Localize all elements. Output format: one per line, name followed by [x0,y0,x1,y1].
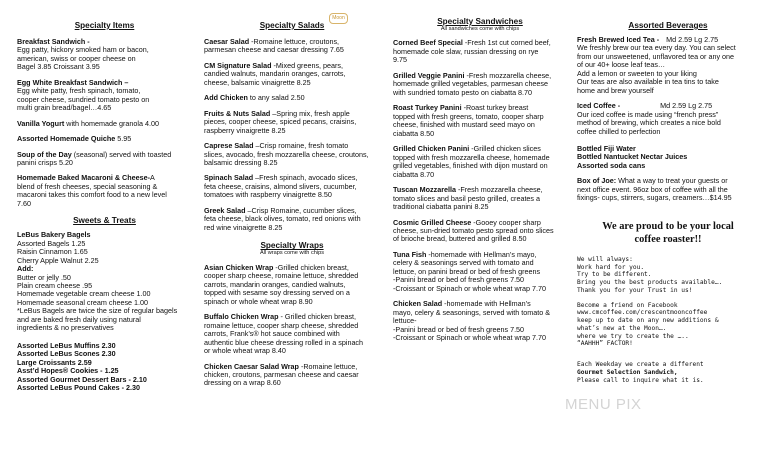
specialty-item [17,79,192,113]
sandwich-item [393,104,567,138]
salad-item [204,94,380,102]
salad-item-line: balsamic dressing 8.25 [204,158,278,167]
treat-line: Assorted LeBus Pound Cakes - 2.30 [17,383,141,393]
specialty-item-line: multi grain bread/bagel…4.65 [17,103,112,113]
sandwich-item-line: -Croissant or Spinach or whole wheat wrap 7.70 [393,333,547,343]
salad-item-inline: to any salad 2.50 [247,93,305,103]
sweets-treats-header: Sweets & Treats [73,216,136,226]
local-roaster-banner [577,220,759,247]
specialty-items-header: Specialty Items [74,21,135,30]
sandwich-item-inline: -homemade with Hellman’s [442,299,531,309]
iced-tea-line: Add a lemon or sweeten to your liking [577,68,697,78]
iced-coffee-line: coffee chilled to perfection [577,126,661,136]
salad-item-title: Add Chicken [204,93,248,103]
sandwich-item-line: 9.75 [393,55,407,65]
box-of-joe-intro: What a way to treat your guests or [616,176,728,186]
add-on-line: Homemade seasonal cream cheese 1.00 [17,297,149,307]
salad-item-title: Greek Salad [204,205,246,215]
specialty-item [17,120,192,128]
iced-tea-line: Our teas are also available in tea tins to take [577,77,719,87]
sandwich-item-line: cheese, finished with mustard seed mayo on [393,120,535,130]
sandwiches-subtitle: All sandwiches come with chips [440,25,520,32]
sandwich-item-line: -Croissant or Spinach or whole wheat wrap 7.70 [393,283,547,293]
iced-coffee-item [577,102,759,136]
promise-line: Work hard for you. [577,263,645,271]
sandwich-item-inline: -Grilled chicken slices [469,144,541,154]
wrap-item-title: Asian Chicken Wrap [204,262,274,272]
sandwich-item-line: of brioche bread, buttered and grilled 8.50 [393,234,527,244]
bottled-line: Assorted soda cans [577,160,646,170]
sandwich-item-line: ciabatta 8.70 [393,169,435,179]
salad-item-line: candied walnuts, mandarin oranges, carrots, [204,69,346,79]
sandwich-item-line: celery & seasonings served with tomato and [393,258,534,268]
add-on-line: Butter or jelly .50 [17,272,71,282]
iced-tea-item [577,36,759,95]
promise-line: Bring you the best products available…. [577,279,723,287]
assorted-beverages-header: Assorted Beverages [628,21,708,30]
box-of-joe-item [577,177,759,202]
moon-logo-icon: Moon [329,13,348,24]
add-on-line: Plain cream cheese .95 [17,281,93,290]
bagels-list [17,240,192,265]
specialty-item-line: Egg white patty, fresh spinach, tomato, [17,86,141,96]
specialty-item-title: Vanilla Yogurt [17,118,65,128]
specialty-item-inline: A [150,173,155,183]
salad-item-line: raspberry vinaigrette 8.25 [204,125,286,135]
salad-item-inline: –Crisp Romaine, cucumber slices, [245,205,357,215]
wrap-item-inline: -Grilled chicken breast, [273,262,349,272]
wraps-list [204,264,380,388]
sandwich-item-title: Tuscan Mozzarella [393,185,456,195]
gourmet-line: Gourmet Selection Sandwich, [577,368,678,376]
iced-coffee-description [577,111,759,136]
salad-item-heading [204,94,380,102]
salad-item-inline: -Mixed greens, pears, [271,60,344,70]
bottled-line: Bottled Nantucket Nectar Juices [577,152,688,162]
wrap-item [204,363,380,388]
specialty-item-line: Bagel 3.85 Croissant 3.95 [17,62,100,72]
sandwich-item-line: -Panini bread or bed of fresh greens 7.50 [393,275,525,285]
specialty-item-line: macaroni takes this comfort food to a new level [17,190,167,200]
salad-item [204,142,380,167]
facebook-line: www.cmcoffee.com/crescentmooncoffee [577,309,708,317]
sandwich-item-title: Chicken Salad [393,299,443,309]
treat-line: Large Croissants 2.59 [17,357,92,367]
sandwich-item-title: Grilled Chicken Panini [393,144,470,154]
salad-item-line: feta cheese, craisins, almond slivers, cucumber, [204,181,357,191]
salad-item-title: Caesar Salad [204,36,250,46]
specialty-item-line: blend of fresh cheeses, special seasoning & [17,181,158,191]
salad-item-line: red wine vinaigrette 8.25 [204,222,283,232]
wrap-item [204,313,380,355]
menupix-watermark: MENU PIX [565,396,642,413]
specialty-item-line: 7.60 [17,198,31,208]
sandwich-item-inline: -Fresh 1st cut corned beef, [462,38,551,48]
salad-item-inline: -Romaine lettuce, croutons, [249,36,340,46]
salad-item-line: pieces, cooper cheese, spiced pecans, craisins, [204,117,357,127]
beverages-column [577,21,759,384]
specialty-item-line: panini crisps 5.20 [17,158,73,167]
add-on-line: *LeBus Bagels are twice the size of regular bagels [17,306,178,316]
sandwich-item-line: topped with fresh greens, tomato, cooper sharp [393,111,544,121]
salads-wraps-column [204,21,380,388]
wrap-item-inline: -Romaine lettuce, [298,361,358,371]
specialty-salads-header: Specialty Salads [259,21,325,30]
sandwich-item-line: cheese, sun-dried tomato pesto spread onto slices [393,225,554,235]
specialty-item-heading [17,120,192,128]
salad-item-line: feta cheese, black olives, tomato, red onions with [204,214,361,224]
treats-list [17,342,192,393]
box-of-joe-line: fixings- cups, stirrers, sugars, creamers…$14.95 [577,193,732,203]
sandwich-item-inline: -Fresh mozzarella cheese, [464,70,552,80]
promise-line: Try to be different. [577,271,652,279]
sandwich-item-inline: -Gooey cooper sharp [471,217,541,227]
sandwich-item-line: ciabatta 8.50 [393,128,435,138]
sandwich-item [393,145,567,179]
salad-item [204,110,380,135]
salad-item-title: Spinach Salad [204,173,254,183]
iced-tea-prices: Md 2.59 Lg 2.75 [666,34,719,44]
sandwich-item-inline: -Roast turkey breast [461,103,529,113]
specialty-item-inline: with homemade granola 4.00 [64,118,159,128]
wrap-item [204,264,380,306]
promise-line: Thank you for your Trust in us! [577,286,693,294]
sandwiches-column [393,17,567,343]
wrap-item-line: spinach or whole wheat wrap 8.90 [204,296,313,306]
iced-coffee-line: method of brewing, which creates a nice bold [577,118,721,128]
salad-item [204,174,380,199]
sandwich-item-inline: -Fresh mozzarella cheese, [455,185,543,195]
specialty-item [17,174,192,208]
specialty-item [17,135,192,143]
wrap-item-line: carrots, mandarin oranges, candied walnuts, [204,279,346,289]
treat-line: Asst’d Hopes® Cookies - 1.25 [17,366,119,376]
iced-tea-line: of our 40+ loose leaf teas… [577,60,666,70]
specialty-item-line: cooper cheese, sundried tomato pesto on [17,94,150,104]
sandwich-item [393,72,567,97]
specialty-item-title: Breakfast Sandwich - [17,36,90,46]
facebook-text [577,302,759,349]
sandwich-item-line: lettuce- [393,316,417,326]
specialty-item-title: Homemade Baked Macaroni & Cheese- [17,173,151,183]
wrap-item-line: chicken, croutons, parmesan cheese and caesar [204,369,359,379]
wrap-item-title: Chicken Caesar Salad Wrap [204,361,299,371]
salad-item-line: tomatoes with raspberry vinaigrette 8.50 [204,190,332,200]
iced-tea-line: from our unsweetened, unflavored tea or any one [577,51,735,61]
salad-item-line: parmesan cheese and caesar dressing 7.65 [204,45,344,55]
salad-item-line: cheese, balsamic vinaigrette 8.25 [204,77,311,87]
specialty-items-list [17,38,192,209]
sandwich-item [393,300,567,342]
specialty-item [17,151,192,168]
sandwich-item [393,219,567,244]
salad-item-title: CM Signature Salad [204,60,272,70]
specialty-item-line: american, swiss or cooper cheese on [17,53,136,63]
add-label: Add: [17,264,34,274]
iced-coffee-title: Iced Coffee - [577,101,621,111]
specialty-item-title: Soup of the Day [17,149,72,159]
facebook-line: where we try to create the ….. [577,332,689,340]
iced-tea-description [577,44,759,95]
salad-item-line: slices, avocado, fresh mozzarella cheese, croutons, [204,149,369,159]
specialty-item [17,38,192,72]
sandwich-item-inline: -homemade with Hellman’s mayo, [426,249,537,259]
specialty-item-inline: (seasonal) served with toasted [71,149,172,159]
box-of-joe-line: next office event. 96oz box of coffee with all the [577,184,728,194]
add-on-line: ingredients & no preservatives [17,323,114,333]
roaster-line: coffee roaster!! [634,234,702,246]
wrap-item-title: Buffalo Chicken Wrap [204,312,279,322]
sandwich-item-line: -Panini bread or bed of fresh greens 7.50 [393,324,525,334]
specialty-sandwiches-header: Specialty Sandwiches [437,17,523,26]
salad-item [204,38,380,55]
iced-tea-line: We freshly brew our tea every day. You can select [577,43,736,53]
sandwich-item-title: Grilled Veggie Panini [393,70,465,80]
salad-item-title: Fruits & Nuts Salad [204,108,271,118]
wrap-item-line: romaine lettuce, cooper sharp cheese, shredded [204,320,359,330]
sandwich-item-title: Cosmic Grilled Cheese [393,217,472,227]
salad-item [204,62,380,87]
gourmet-line: Please call to inquire what it is. [577,376,704,384]
iced-coffee-prices: Md 2.59 Lg 2.75 [660,101,713,111]
bottled-drinks-list [577,145,759,170]
sandwich-item-line: mayo, celery & seasonings, served with tomato & [393,307,550,317]
wrap-item-line: authentic blue cheese dressing rolled in a spinach [204,337,364,347]
sandwich-item [393,251,567,293]
wrap-item-line: dressing on a wrap 8.60 [204,378,281,388]
add-on-line: Homemade vegetable cream cheese 1.00 [17,289,151,299]
promise-line: We will always: [577,255,633,263]
facebook-line: “AAHHH” FACTOR! [577,340,633,348]
treat-line: Assorted Gourmet Dessert Bars - 2.10 [17,374,147,384]
treat-line: Assorted LeBus Muffins 2.30 [17,340,116,350]
specialty-wraps-header: Specialty Wraps [260,241,324,251]
sandwich-item-title: Corned Beef Special [393,38,463,48]
treat-line: Assorted LeBus Scones 2.30 [17,349,116,359]
sandwich-item-line: topped with fresh mozzarella cheese, homemade [393,152,550,162]
bagels-title: LeBus Bakery Bagels [17,230,91,240]
bottled-line: Bottled Fiji Water [577,144,636,153]
wrap-item-line: carrots, Frank’s® hot sauce combined with [204,329,340,339]
add-ons-list [17,274,192,333]
sandwich-item-line: traditional ciabatta panini 8.25 [393,202,489,212]
specialty-item-heading [17,135,192,143]
wrap-item-line: or whole wheat wrap 8.40 [204,346,286,356]
wrap-item-line: topped with sesame soy dressing served on a [204,288,350,298]
sandwich-item [393,39,567,64]
sandwich-item-line: with sundried tomato pesto on ciabatta 8.70 [393,87,533,97]
add-on-line: and are baked fresh daily using natural [17,314,141,324]
wrap-item-line: cooper sharp cheese, romaine lettuce, shredded [204,271,359,281]
facebook-line: what’s new at the Moon…. [577,324,667,332]
facebook-line: Become a friend on Facebook [577,301,678,309]
salads-list [204,38,380,233]
salad-item-inline: –Spring mix, fresh apple [270,108,350,118]
sandwich-item-line: grilled vegetables, finished with dijon mustard on [393,161,548,171]
specialty-item-line: Egg patty, hickory smoked ham or bacon, [17,45,149,55]
sandwich-item-title: Tuna Fish [393,249,427,259]
wrap-item-inline: - Grilled chicken breast, [278,312,357,322]
salad-item-title: Caprese Salad [204,141,254,151]
sandwich-item-line: homemade grilled vegetables, parmesan cheese [393,79,549,89]
iced-tea-title: Fresh Brewed Iced Tea - [577,34,660,44]
box-of-joe-title: Box of Joe: [577,176,617,186]
wraps-subtitle: All wraps come with chips [259,250,325,257]
iced-tea-line: home and brew yourself [577,85,654,95]
promise-text [577,256,759,295]
specialty-item-inline: 5.95 [115,134,132,144]
box-of-joe-description [577,186,759,203]
sandwich-item-title: Roast Turkey Panini [393,103,462,113]
salad-item [204,207,380,232]
specialty-item-title: Assorted Homemade Quiche [17,134,116,144]
salad-item-inline: –Fresh spinach, avocado slices, [253,173,358,183]
specialty-item-title: Egg White Breakfast Sandwich – [17,77,129,87]
sandwiches-list [393,39,567,343]
iced-coffee-line: Our iced coffee is made using “french press” [577,109,719,119]
sandwich-item-line: homemade cole slaw, russian dressing on rye [393,46,539,56]
sandwich-item-line: lettuce, on panini bread or bed of fresh greens [393,266,541,276]
salad-item-inline: –Crisp romaine, fresh tomato [253,141,349,151]
specialty-items-column [17,21,192,393]
sandwich-item-line: tomato slices and basil pesto grilled, creates a [393,193,541,203]
bagel-line: Cherry Apple Walnut 2.25 [17,255,99,265]
gourmet-sandwich-text [577,361,759,384]
bagel-line: Assorted Bagels 1.25 [17,238,86,248]
facebook-line: keep up to date on any new additions & [577,317,719,325]
gourmet-line: Each Weekday we create a different [577,361,704,369]
bagel-line: Raisin Cinnamon 1.65 [17,247,88,257]
sandwich-item [393,186,567,211]
roaster-line: We are proud to be your local [602,220,734,232]
